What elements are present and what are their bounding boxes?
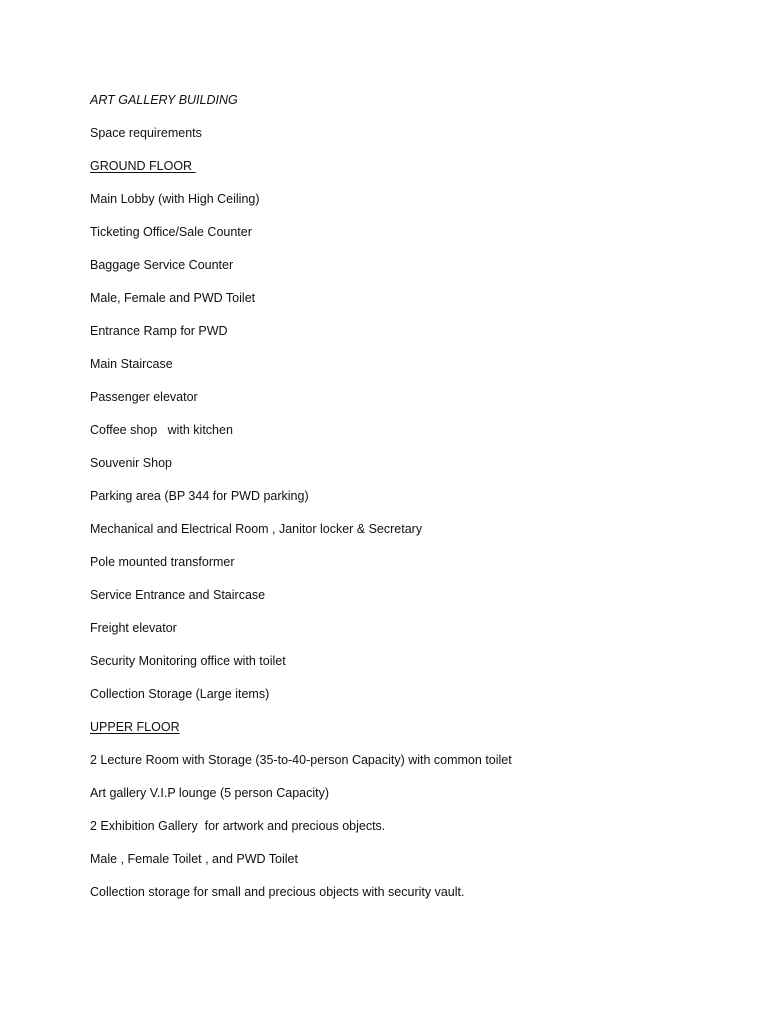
ground-floor-item: Main Lobby (with High Ceiling) xyxy=(90,192,260,206)
ground-floor-item: Entrance Ramp for PWD xyxy=(90,324,228,338)
upper-floor-item: 2 Exhibition Gallery for artwork and precious objects. xyxy=(90,819,386,833)
ground-floor-heading: GROUND FLOOR xyxy=(90,159,196,173)
ground-floor-item: Service Entrance and Staircase xyxy=(90,588,266,602)
upper-floor-item: 2 Lecture Room with Storage (35-to-40-person Capacity) with common toilet xyxy=(90,753,512,767)
ground-floor-item: Collection Storage (Large items) xyxy=(90,687,270,701)
ground-floor-item: Male, Female and PWD Toilet xyxy=(90,291,256,305)
document-subtitle: Space requirements xyxy=(90,126,202,140)
upper-floor-heading: UPPER FLOOR xyxy=(90,720,180,734)
ground-floor-item: Security Monitoring office with toilet xyxy=(90,654,286,668)
ground-floor-item: Ticketing Office/Sale Counter xyxy=(90,225,252,239)
document-title: ART GALLERY BUILDING xyxy=(90,93,238,107)
document-content xyxy=(90,93,730,918)
ground-floor-item: Coffee shop with kitchen xyxy=(90,423,233,437)
upper-floor-item: Art gallery V.I.P lounge (5 person Capacity) xyxy=(90,786,330,800)
ground-floor-item: Souvenir Shop xyxy=(90,456,173,470)
ground-floor-item: Pole mounted transformer xyxy=(90,555,235,569)
ground-floor-item: Parking area (BP 344 for PWD parking) xyxy=(90,489,309,503)
upper-floor-item: Male , Female Toilet , and PWD Toilet xyxy=(90,852,298,866)
ground-floor-item: Baggage Service Counter xyxy=(90,258,234,272)
ground-floor-item: Mechanical and Electrical Room , Janitor locker & Secretary xyxy=(90,522,423,536)
upper-floor-item: Collection storage for small and precious objects with security vault. xyxy=(90,885,465,899)
ground-floor-item: Main Staircase xyxy=(90,357,173,371)
ground-floor-item: Freight elevator xyxy=(90,621,177,635)
ground-floor-item: Passenger elevator xyxy=(90,390,198,404)
